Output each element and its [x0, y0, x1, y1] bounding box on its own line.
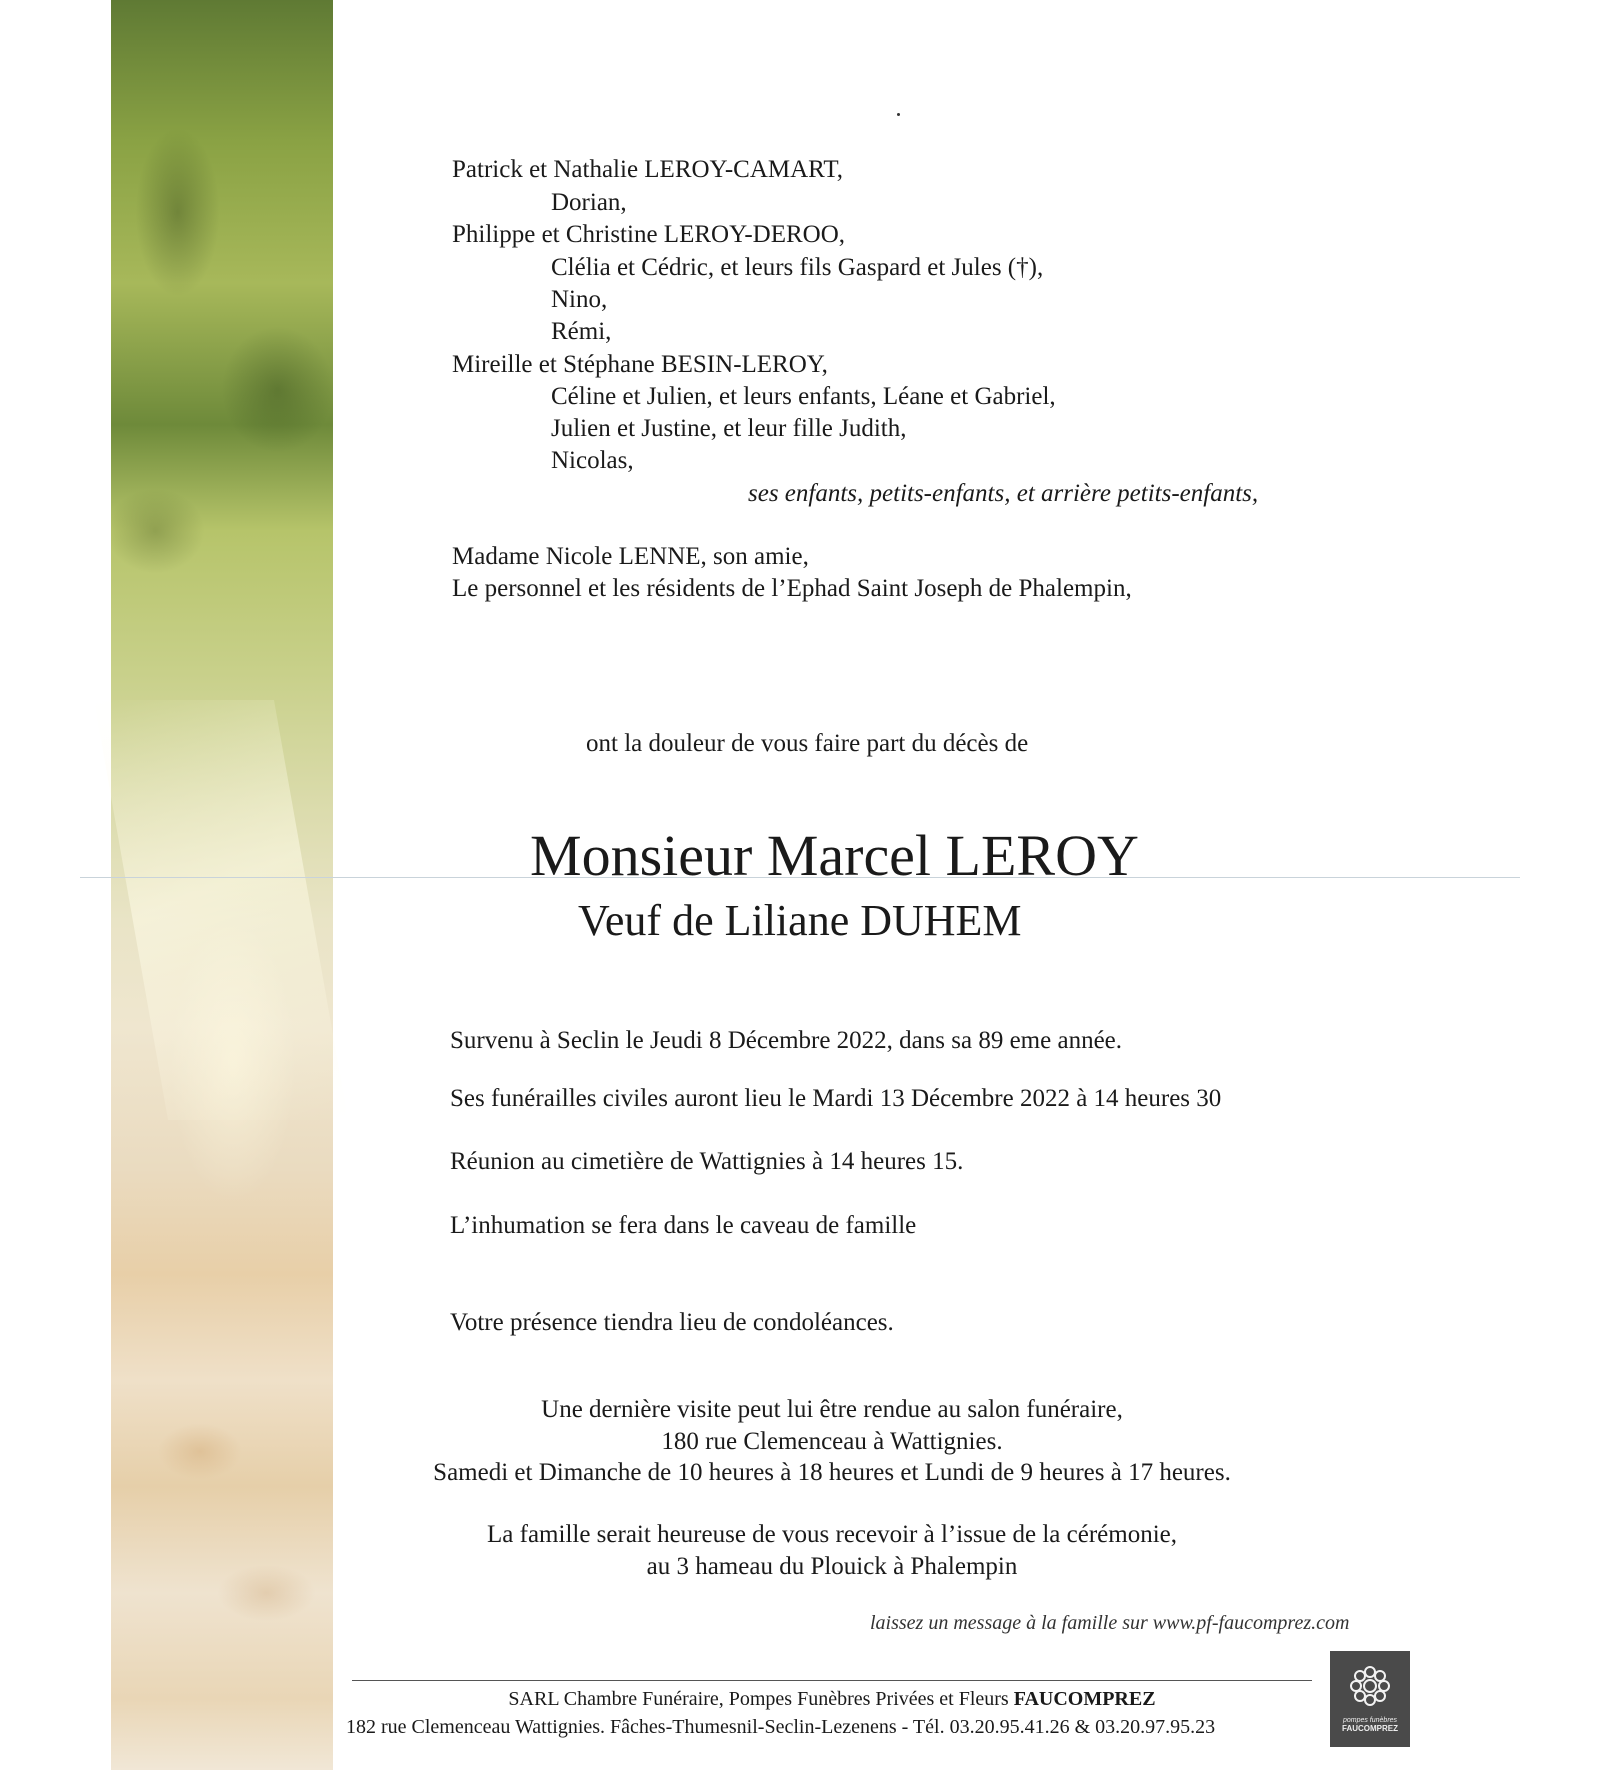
detail-line: Survenu à Seclin le Jeudi 8 Décembre 2022, dans sa 89 eme année. [450, 1027, 1123, 1054]
detail-line: Réunion au cimetière de Wattignies à 14 heures 15. [450, 1148, 964, 1175]
flower-mandala-icon [1345, 1661, 1395, 1711]
family-line: Rémi, [551, 318, 612, 345]
logo-line: FAUCOMPREZ [1342, 1724, 1398, 1733]
reception-line: au 3 hameau du Plouick à Phalempin [646, 1553, 1018, 1580]
family-relation: ses enfants, petits-enfants, et arrière petits-enfants, [748, 480, 1259, 507]
detail-line: Votre présence tiendra lieu de condoléances. [450, 1309, 894, 1336]
footer-rule [352, 1680, 1312, 1681]
footer-address: 182 rue Clemenceau Wattignies. Fâches-Thumesnil-Seclin-Lezenens - Tél. 03.20.95.41.26 & 03.20.97.95.23 [346, 1716, 1216, 1738]
deceased-name: Monsieur Marcel LEROY [530, 823, 1139, 888]
family-line: Dorian, [551, 189, 627, 216]
family-line: Patrick et Nathalie LEROY-CAMART, [452, 156, 844, 183]
other-mourner: Madame Nicole LENNE, son amie, [452, 543, 809, 570]
speck [897, 113, 900, 116]
visit-line: Une dernière visite peut lui être rendue au salon funéraire, [541, 1396, 1123, 1423]
family-line: Mireille et Stéphane BESIN-LEROY, [452, 351, 828, 378]
visit-line: 180 rue Clemenceau à Wattignies. [661, 1428, 1003, 1455]
deceased-subtitle: Veuf de Liliane DUHEM [578, 896, 1022, 945]
announcement: ont la douleur de vous faire part du décès de [586, 730, 1029, 757]
family-line: Nicolas, [551, 447, 634, 474]
visit-line: Samedi et Dimanche de 10 heures à 18 heures et Lundi de 9 heures à 17 heures. [433, 1459, 1231, 1486]
footer-company-name: FAUCOMPREZ [1013, 1688, 1156, 1710]
detail-line: Ses funérailles civiles auront lieu le Mardi 13 Décembre 2022 à 14 heures 30 [450, 1085, 1222, 1112]
family-line: Céline et Julien, et leurs enfants, Léane et Gabriel, [551, 383, 1056, 410]
message-link[interactable]: laissez un message à la famille sur www.pf-faucomprez.com [870, 1612, 1350, 1634]
other-mourner: Le personnel et les résidents de l’Ephad Saint Joseph de Phalempin, [452, 575, 1132, 602]
forest-decoration-image [111, 0, 333, 1770]
detail-line: L’inhumation se fera dans le caveau de famille [450, 1212, 917, 1239]
family-line: Clélia et Cédric, et leurs fils Gaspard et Jules (†), [551, 254, 1044, 281]
reception-line: La famille serait heureuse de vous recevoir à l’issue de la cérémonie, [487, 1521, 1177, 1548]
family-line: Philippe et Christine LEROY-DEROO, [452, 221, 846, 248]
family-line: Nino, [551, 286, 608, 313]
company-logo [1330, 1651, 1410, 1747]
footer-company-prefix: SARL Chambre Funéraire, Pompes Funèbres Privées et Fleurs [508, 1688, 1009, 1710]
logo-line: pompes funèbres [1342, 1717, 1398, 1724]
family-line: Julien et Justine, et leur fille Judith, [551, 415, 907, 442]
footer-company [332, 1688, 1332, 1711]
